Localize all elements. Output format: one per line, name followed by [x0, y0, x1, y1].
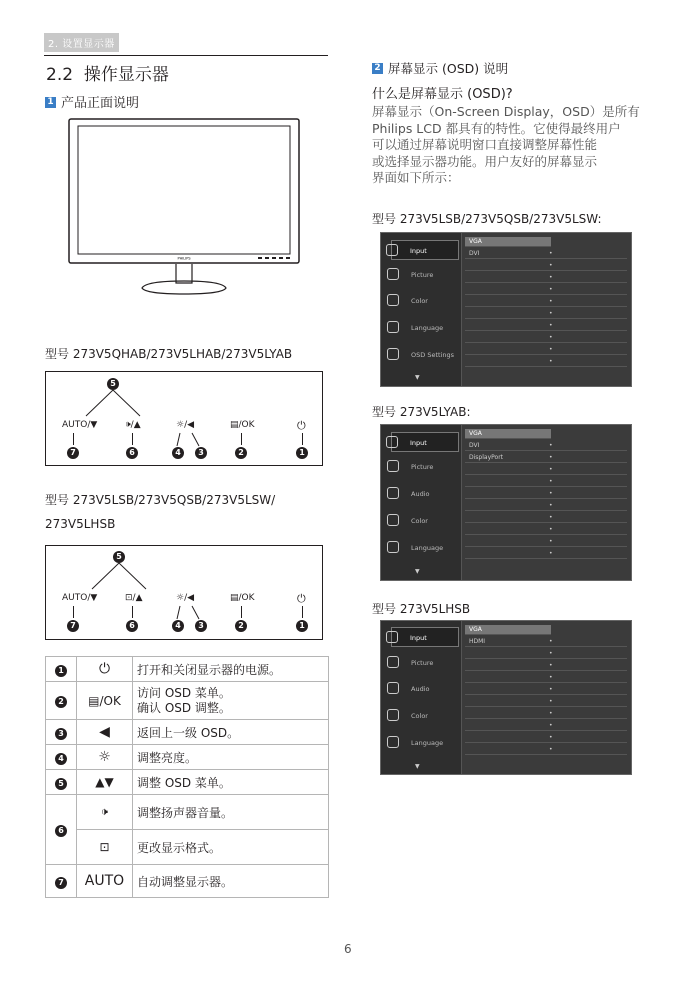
section-number: 2.2: [46, 65, 74, 85]
callout-2: 2: [235, 447, 247, 459]
front-button: [265, 257, 269, 259]
control-panel-b: [45, 545, 323, 640]
power-icon: ⏻: [77, 657, 133, 682]
subsection-title: 产品正面说明: [61, 96, 140, 111]
subsection-front-view: [45, 92, 139, 111]
front-button: [286, 257, 290, 259]
osd-row-empty: •: [465, 745, 627, 755]
osd-row-empty: •: [465, 273, 627, 283]
table-row: [46, 865, 329, 898]
color-icon: [387, 294, 399, 306]
page-number: 6: [344, 942, 352, 956]
row-desc: 更改显示格式。: [133, 830, 329, 865]
format-up-button[interactable]: ⊡/▲: [125, 593, 143, 603]
callout-3: 3: [195, 620, 207, 632]
osd-row-empty: •: [465, 297, 627, 307]
callout-6: 6: [126, 620, 138, 632]
osd-menu-color[interactable]: Color: [393, 706, 461, 726]
audio-icon: [387, 487, 399, 499]
panel-b-model: 型号 273V5LSB/273V5QSB/273V5LSW/: [45, 493, 276, 507]
row-badge: 7: [55, 877, 67, 889]
row-badge: 4: [55, 753, 67, 765]
row-desc: 返回上一级 OSD。: [133, 720, 329, 745]
osd-option-displayport[interactable]: DisplayPort •: [465, 453, 627, 463]
callout-7: 7: [67, 447, 79, 459]
osd-row-empty: •: [465, 721, 627, 731]
menu-ok-icon: ▤/OK: [77, 682, 133, 720]
osd-menu-picture[interactable]: Picture: [393, 265, 461, 285]
brightness-icon: ☼: [77, 745, 133, 770]
back-arrow-icon: ◀: [77, 720, 133, 745]
picture-icon: [387, 460, 399, 472]
callout-5: 5: [107, 378, 119, 390]
title-rule: [44, 55, 328, 56]
osd-row-empty: •: [465, 489, 627, 499]
breadcrumb: 2. 设置显示器: [44, 33, 119, 52]
table-row: [46, 657, 329, 682]
settings-icon: [387, 348, 399, 360]
osd-row-empty: •: [465, 685, 627, 695]
osd-row-empty: •: [465, 525, 627, 535]
callout-1: 1: [296, 620, 308, 632]
scroll-down-icon[interactable]: ▼: [415, 374, 420, 381]
row-desc: 自动调整显示器。: [133, 865, 329, 898]
volume-up-button[interactable]: 🕩/▲: [125, 420, 141, 430]
callout-lines: [76, 390, 156, 418]
callout-7: 7: [67, 620, 79, 632]
row-desc: 调整亮度。: [133, 745, 329, 770]
callout-5: 5: [113, 551, 125, 563]
front-button: [279, 257, 283, 259]
osd-menu-input[interactable]: Input: [391, 432, 459, 452]
monitor-illustration: [68, 118, 300, 298]
para-line: 屏幕显示（On-Screen Display，OSD）是所有: [372, 104, 640, 119]
osd-row-empty: •: [465, 697, 627, 707]
row-desc: 访问 OSD 菜单。: [137, 685, 231, 700]
osd-row-empty: •: [465, 513, 627, 523]
display-format-icon: ⊡: [77, 830, 133, 865]
osd-row-empty: •: [465, 357, 627, 367]
table-row: [46, 745, 329, 770]
subsection-number: 1: [45, 97, 56, 108]
table-row: [46, 682, 329, 720]
osd-option-hdmi[interactable]: HDMI •: [465, 637, 627, 647]
subsection-number: 2: [372, 63, 383, 74]
osd3-model: 型号 273V5LHSB: [372, 602, 471, 616]
para-line: Philips LCD 都具有的特性。它使得最终用户: [372, 120, 621, 136]
osd-paragraph: [372, 104, 657, 187]
osd-row-empty: •: [465, 733, 627, 743]
osd-question: 什么是屏幕显示 (OSD)?: [372, 87, 513, 102]
row-desc-2: 确认 OSD 调整。: [137, 700, 231, 715]
front-button: [258, 257, 262, 259]
osd1-model: 型号 273V5LSB/273V5QSB/273V5LSW:: [372, 212, 602, 226]
table-row: [46, 720, 329, 745]
osd-row-empty: •: [465, 465, 627, 475]
auto-label: AUTO: [77, 865, 133, 898]
osd-row-empty: •: [465, 537, 627, 547]
input-icon: [386, 436, 398, 448]
osd-menu-language[interactable]: Language: [393, 538, 461, 558]
osd-row-empty: •: [465, 333, 627, 343]
power-button[interactable]: ⏻: [297, 419, 306, 432]
language-icon: [387, 321, 399, 333]
language-icon: [387, 736, 399, 748]
osd-menu-osd-settings[interactable]: OSD Settings: [393, 345, 461, 365]
osd-menu-audio[interactable]: Audio: [393, 484, 461, 504]
callout-1: 1: [296, 447, 308, 459]
osd2-model: 型号 273V5LYAB:: [372, 405, 471, 419]
panel-b-model-cont: 273V5LHSB: [45, 517, 116, 531]
table-row: [46, 795, 329, 830]
osd-screenshot-2: [380, 424, 632, 581]
section-title-text: 操作显示器: [83, 65, 169, 85]
osd-option-vga[interactable]: VGA: [465, 625, 551, 635]
osd-option-dvi[interactable]: DVI •: [465, 249, 627, 259]
scroll-down-icon[interactable]: ▼: [415, 763, 420, 770]
osd-screenshot-3: [380, 620, 632, 775]
callout-2: 2: [235, 620, 247, 632]
osd-menu-input[interactable]: Input: [391, 627, 459, 647]
up-down-arrows-icon: ▲▼: [77, 770, 133, 795]
row-badge: 2: [55, 696, 67, 708]
brightness-back-button[interactable]: ☼/◀: [176, 420, 195, 430]
osd-row-empty: •: [465, 673, 627, 683]
osd-row-empty: •: [465, 477, 627, 487]
color-icon: [387, 709, 399, 721]
speaker-icon: 🕩: [77, 795, 133, 830]
row-badge: 3: [55, 728, 67, 740]
picture-icon: [387, 268, 399, 280]
row-desc: 调整 OSD 菜单。: [133, 770, 329, 795]
table-row: [46, 830, 329, 865]
para-line: 可以通过屏幕说明窗口直接调整屏幕性能: [372, 137, 598, 152]
brightness-back-button[interactable]: ☼/◀: [176, 593, 195, 603]
row-badge: 6: [55, 825, 67, 837]
osd-screenshot-1: [380, 232, 632, 387]
row-desc: 调整扬声器音量。: [133, 795, 329, 830]
callout-4: 4: [172, 447, 184, 459]
power-button[interactable]: ⏻: [297, 592, 306, 605]
callout-4: 4: [172, 620, 184, 632]
osd-row-empty: •: [465, 649, 627, 659]
language-icon: [387, 541, 399, 553]
osd-menu-language[interactable]: Language: [393, 318, 461, 338]
panel-a-model: 型号 273V5QHAB/273V5LHAB/273V5LYAB: [45, 347, 293, 361]
front-button: [272, 257, 276, 259]
row-badge: 5: [55, 778, 67, 790]
osd-menu-audio[interactable]: Audio: [393, 679, 461, 699]
color-icon: [387, 514, 399, 526]
auto-down-button[interactable]: AUTO/▼: [62, 593, 98, 603]
osd-row-empty: •: [465, 661, 627, 671]
osd-menu-color[interactable]: Color: [393, 511, 461, 531]
callout-lines: [84, 563, 164, 591]
row-desc: 打开和关闭显示器的电源。: [133, 657, 329, 682]
input-icon: [386, 631, 398, 643]
auto-down-button[interactable]: AUTO/▼: [62, 420, 98, 430]
callout-6: 6: [126, 447, 138, 459]
osd-row-empty: •: [465, 261, 627, 271]
osd-option-vga[interactable]: VGA: [465, 429, 551, 439]
osd-row-empty: •: [465, 709, 627, 719]
osd-option-dvi[interactable]: DVI •: [465, 441, 627, 451]
osd-row-empty: •: [465, 285, 627, 295]
para-line: 界面如下所示：: [372, 170, 460, 185]
menu-ok-button[interactable]: ▤/OK: [230, 420, 255, 430]
osd-row-empty: •: [465, 345, 627, 355]
osd-row-empty: •: [465, 549, 627, 559]
osd-row-empty: •: [465, 501, 627, 511]
osd-row-empty: •: [465, 321, 627, 331]
osd-menu-input[interactable]: Input: [391, 240, 459, 260]
osd-menu-language[interactable]: Language: [393, 733, 461, 753]
osd-menu-color[interactable]: Color: [393, 291, 461, 311]
scroll-down-icon[interactable]: ▼: [415, 568, 420, 575]
osd-menu-picture[interactable]: Picture: [393, 653, 461, 673]
osd-menu-picture[interactable]: Picture: [393, 457, 461, 477]
table-row: [46, 770, 329, 795]
osd-option-vga[interactable]: VGA: [465, 237, 551, 247]
subsection-osd: [372, 58, 508, 77]
input-icon: [386, 244, 398, 256]
osd-row-empty: •: [465, 309, 627, 319]
section-title: [46, 60, 169, 85]
menu-ok-button[interactable]: ▤/OK: [230, 593, 255, 603]
button-legend-table: [45, 656, 329, 898]
control-panel-a: [45, 371, 323, 466]
row-badge: 1: [55, 665, 67, 677]
callout-3: 3: [195, 447, 207, 459]
audio-icon: [387, 682, 399, 694]
brand-logo: PHILIPS: [177, 256, 191, 261]
subsection-title: 屏幕显示 (OSD) 说明: [388, 61, 509, 76]
picture-icon: [387, 656, 399, 668]
para-line: 或选择显示器功能。用户友好的屏幕显示: [372, 153, 598, 169]
